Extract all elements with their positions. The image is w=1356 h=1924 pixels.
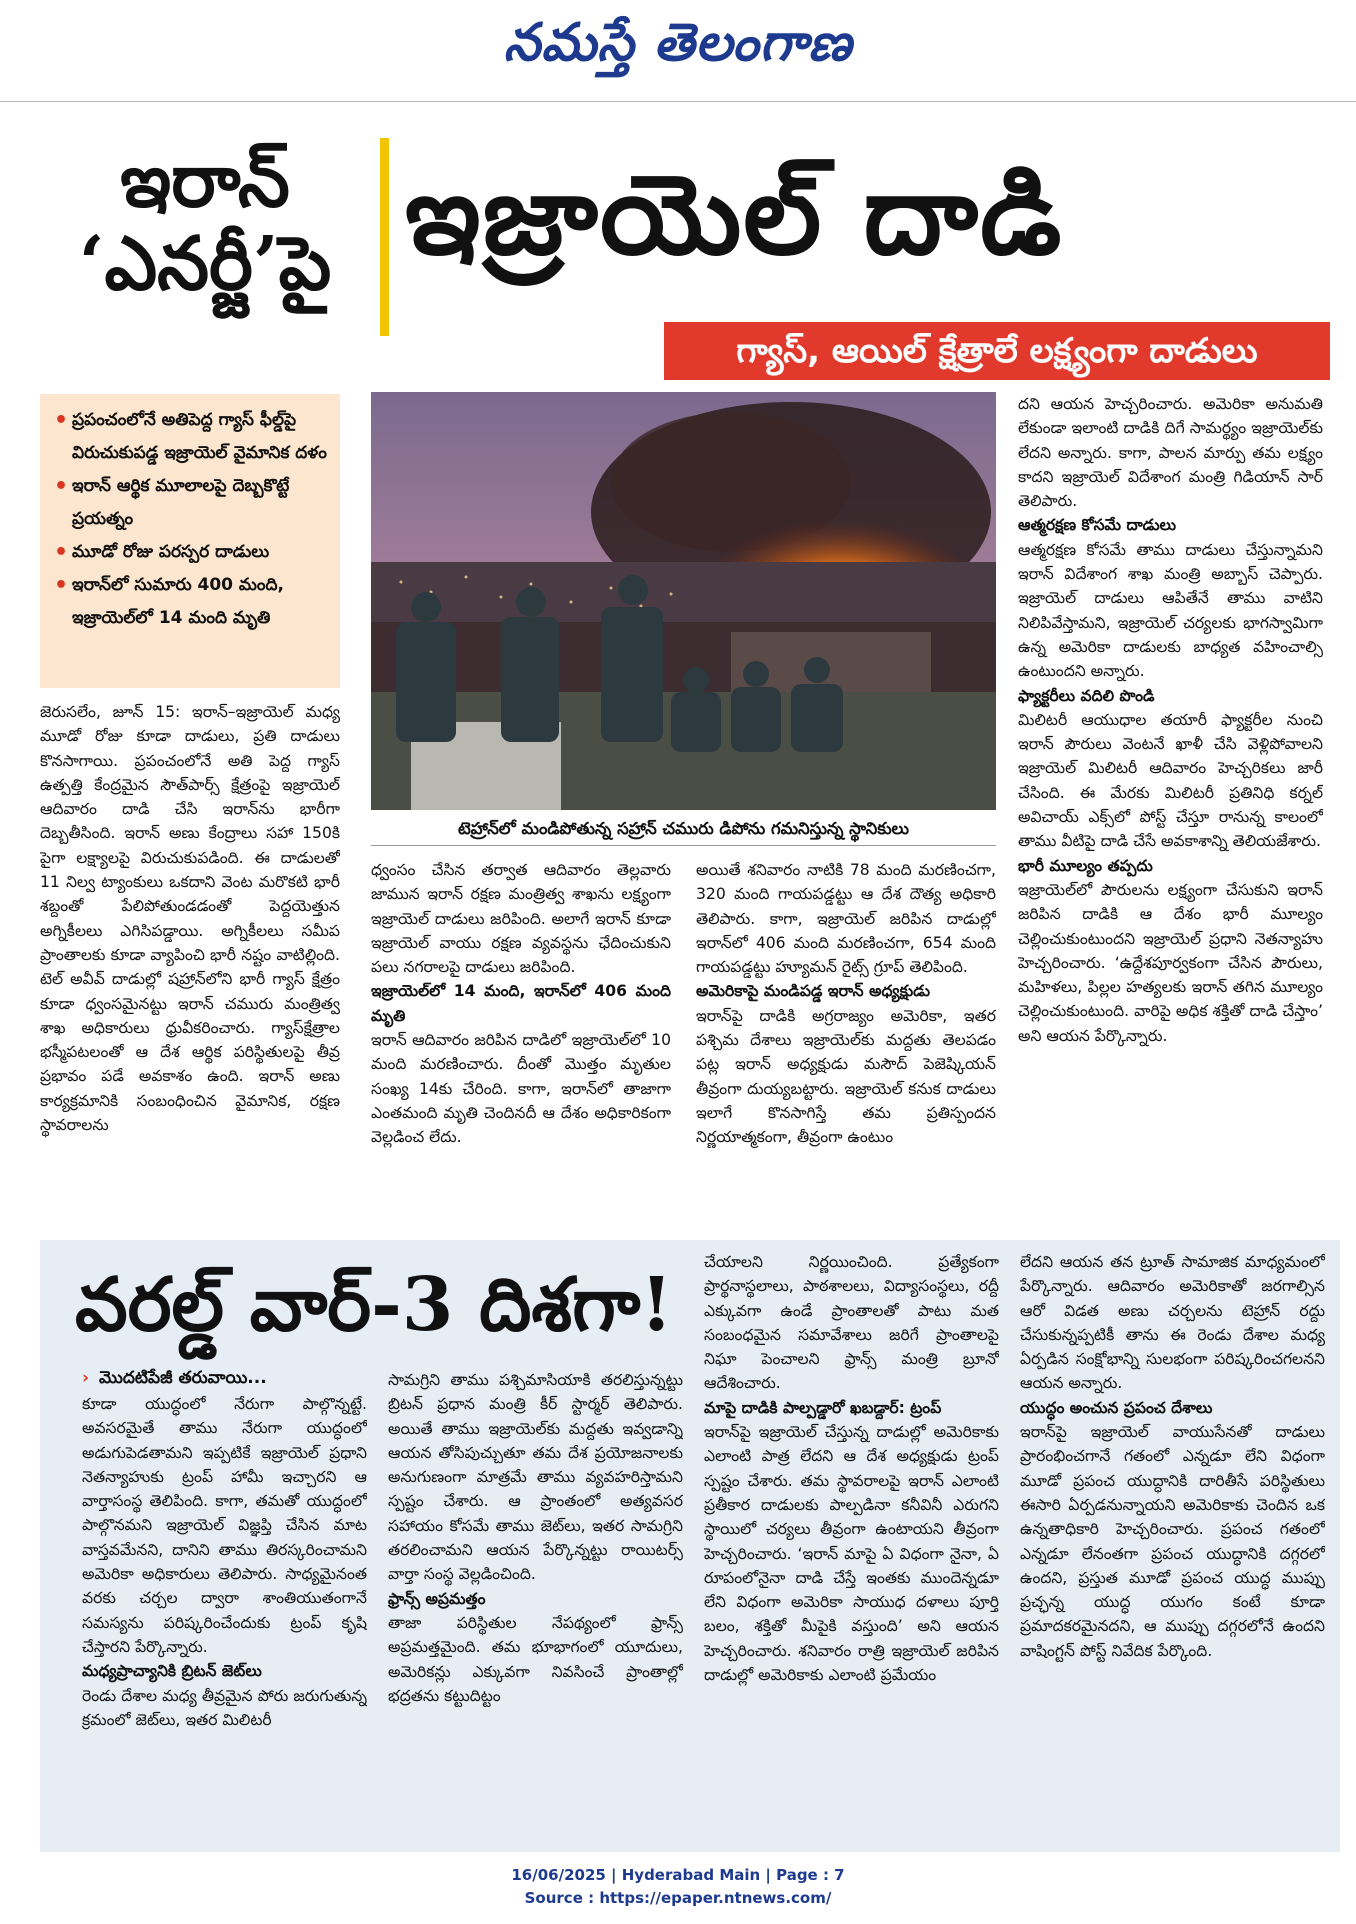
war-column-1 (82, 1392, 367, 1847)
kicker-label: మొదటిపేజీ తరువాయి... (99, 1368, 267, 1388)
newspaper-logo: నమస్తే తెలంగాణ (503, 12, 853, 73)
article-subheading: ఫ్రాన్స్ అప్రమత్తం (388, 1589, 486, 1608)
side-headline-line1: ఇరాన్ (120, 138, 290, 224)
article-paragraph: మిలిటరీ ఆయుధాల తయారీ ఫ్యాక్టరీల నుంచి ఇరాన్ పౌరులు వెంటనే ఖాళీ చేసి వెళ్లిపోవాలని ఇజ్రాయెల్ మిలిటరీ ఆదివారం హెచ్చరికలు జారీ చేసింది. ఈ మేరకు మిలిటరీ ప్రతినిధి కర్నల్ అవిచాయ్ ఎక్స్‌లో పోస్ట్ చేస్తూ రానున్న కాలంలో తాము వీటిపై దాడి చేసే అవకాశాన్ని తెలియజేశారు. (1018, 710, 1323, 851)
highlight-item: • ప్రపంచంలోనే అతిపెద్ద గ్యాస్ ఫీల్డ్‌పై విరుచుకుపడ్డ ఇజ్రాయెల్ వైమానిక దళం (52, 404, 332, 470)
article-paragraph: ఇరాన్‌పై దాడికి అగ్రరాజ్యం అమెరికా, ఇతర పశ్చిమ దేశాలు ఇజ్రాయెల్‌కు మద్దతు తెలపడం పట్ల ఇరాన్ అధ్యక్షుడు మసౌద్ పెజెష్కియన్ తీవ్రంగా దుయ్యబట్టారు. ఇజ్రాయెల్ కనుక దాడులు ఇలాగే కొనసాగిస్తే తమ ప్రతిస్పందన నిర్ణయాత్మకంగా, తీవ్రంగా ఉంటుం (696, 1006, 996, 1147)
war-column-2 (388, 1368, 683, 1847)
article-subheading: ఫ్యాక్టరీలు వదిలి పొండి (1018, 686, 1155, 705)
source-link[interactable]: Source : https://epaper.ntnews.com/ (524, 1889, 832, 1907)
article-subheading: ఇజ్రాయెల్‌లో 14 మంది, ఇరాన్‌లో 406 మంది మృతి (371, 982, 671, 1025)
article-paragraph: జెరుసలేం, జూన్ 15: ఇరాన్–ఇజ్రాయెల్ మధ్య మూడో రోజు కూడా దాడులు, ప్రతి దాడులు కొనసాగాయి. ప్రపంచంలోనే అతి పెద్ద గ్యాస్ ఉత్పత్తి కేంద్రమైన సౌత్‌పార్స్ క్షేత్రంపై ఇజ్రాయెల్ ఆదివారం దాడి చేసి ఇరాన్‌ను భారీగా దెబ్బతీసింది. ఇరాన్ అణు కేంద్రాలు సహా 150కి పైగా లక్ష్యాలపై విరుచుకుపడింది. ఈ దాడులతో 11 నిల్వ ట్యాంకులు ఒకదాని వెంట మరొకటి భారీ శబ్దంతో పేలిపోతుండడంతో పెద్దయెత్తున అగ్నికీలలు ఎగిసిపడ్డాయి. అగ్నికీలలు సమీప ప్రాంతాలకు కూడా వ్యాపించి భారీ నష్టం వాటిల్లింది. టెల్ అవీవ్ దాడుల్లో షహ్రాన్‌లోని భారీ గ్యాస్ క్షేత్రం కూడా ధ్వంసమైనట్టు ఇరాన్ చమురు మంత్రిత్వ శాఖ అధికారులు ధ్రువీకరించారు. గ్యాస్‌క్షేత్రాల భస్మీపటలంతో ఆ దేశ ఆర్థిక పరిస్థితులపై తీవ్ర ప్రభావం పడే అవకాశం ఉంది. ఇరాన్ అణు కార్యక్రమానికి సంబంధించిన వైమానిక, రక్షణ స్థావరాలను (40, 703, 340, 1135)
highlight-item: • ఇరాన్‌లో సుమారు 400 మంది, ఇజ్రాయెల్‌లో 14 మంది మృతి (52, 569, 332, 635)
masthead (0, 0, 1356, 102)
main-headline: ఇజ్రాయెల్ దాడి (405, 150, 1064, 279)
war-column-3 (704, 1250, 999, 1847)
world-war-headline: వరల్డ్ వార్-3 దిశగా! (75, 1262, 673, 1348)
article-column-3 (696, 858, 996, 1220)
article-paragraph: ఇజ్రాయెల్‌లో పౌరులను లక్ష్యంగా చేసుకుని ఇరాన్ జరిపిన దాడికి ఆ దేశం భారీ మూల్యం చెల్లించుకుంటుందని ఇజ్రాయెల్ ప్రధాని నెతన్యాహు హెచ్చరించారు. ‘ఉద్దేశపూర్వకంగా చేసిన పౌరులు, మహిళలు, పిల్లల హత్యలకు ఇరాన్ తగిన మూల్యం చెల్లించుకుంటుంది. వారిపై అధిక శక్తితో దాడి చేస్తాం’ అని ఆయన పేర్కొన్నారు. (1018, 880, 1323, 1045)
sub-headline-banner: గ్యాస్, ఆయిల్ క్షేత్రాలే లక్ష్యంగా దాడులు (664, 322, 1330, 380)
article-column-2 (371, 858, 671, 1220)
article-paragraph: ధ్వంసం చేసిన తర్వాత ఆదివారం తెల్లవారు జామున ఇరాన్ రక్షణ మంత్రిత్వ శాఖను లక్ష్యంగా ఇజ్రాయెల్ దాడులు జరిపింది. అలాగే ఇరాన్ కూడా ఇజ్రాయెల్ వాయు రక్షణ వ్యవస్థను ఛేదించుకుని పలు నగరాలపై దాడులు జరిపింది. (371, 861, 671, 977)
article-paragraph: ఇరాన్‌పై ఇజ్రాయెల్ చేస్తున్న దాడుల్లో అమెరికాకు ఎలాంటి పాత్ర లేదని ఆ దేశ అధ్యక్షుడు ట్రంప్ స్పష్టం చేశారు. తమ స్థావరాలపై ఇరాన్ ఎలాంటి ప్రతీకార దాడులకు పాల్పడినా కనీవినీ ఎరుగని స్థాయిలో చర్యలు తీవ్రంగా ఉంటాయని తీవ్రంగా హెచ్చరించారు. ‘ఇరాన్ మాపై ఏ విధంగా నైనా, ఏ రూపంలోనైనా దాడి చేస్తే ఇంతకు ముందెన్నడూ లేని విధంగా అమెరికా సాయుధ దళాలు పూర్తి బలం, శక్తితో మీపైకి వస్తుంది’ అని ఆయన హెచ్చరించారు. శనివారం రాత్రి ఇజ్రాయెల్ జరిపిన దాడుల్లో అమెరికాకు ఎలాంటి ప్రమేయం (704, 1423, 999, 1685)
article-paragraph: కూడా యుద్ధంలో నేరుగా పాల్గొన్నట్టే. అవసరమైతే తాము నేరుగా యుద్ధంలో అడుగుపెడతామని ఇప్పటికే ఇజ్రాయెల్ ప్రధాని నెతన్యాహుకు ట్రంప్ హామీ ఇచ్చారని ఆ వార్తాసంస్థ తెలిపింది. కాగా, తమతో యుద్ధంలో పాల్గొనమని ఇజ్రాయెల్ విజ్ఞప్తి చేసిన మాట వాస్తవమేనని, దానిని తాము తిరస్కరించామని అమెరికా అధికారులు తెలిపారు. సాధ్యమైనంత వరకు చర్చల ద్వారా శాంతియుతంగానే సమస్యను పరిష్కరించేందుకు ట్రంప్ కృషి చేస్తారని పేర్కొన్నారు. (82, 1395, 367, 1656)
article-paragraph: అయితే శనివారం నాటికి 78 మంది మరణించగా, 320 మంది గాయపడ్డట్టు ఆ దేశ దౌత్య అధికారి తెలిపారు. కాగా, ఇజ్రాయెల్ జరిపిన దాడుల్లో ఇరాన్‌లో 406 మంది మరణించగా, 654 మంది గాయపడ్డట్టు హ్యూమన్ రైట్స్ గ్రూప్ తెలిపింది. (696, 861, 996, 977)
article-subheading: మాపై దాడికి పాల్పడ్డారో ఖబడ్దార్: ట్రంప్ (704, 1398, 942, 1417)
side-headline (40, 140, 370, 306)
side-headline-line2: ‘ఎనర్జీ’పై (78, 220, 332, 307)
photo-caption: టెహ్రాన్‌లో మండిపోతున్న సహ్రాన్ చమురు డిపోను గమనిస్తున్న స్థానికులు (371, 812, 996, 846)
highlight-item: • మూడో రోజు పరస్పర దాడులు (52, 536, 332, 569)
article-paragraph: ఇరాన్‌పై ఇజ్రాయెల్ వాయుసేనతో దాడులు ప్రారంభించగానే గతంలో ఎన్నడూ లేని విధంగా మూడో ప్రపంచ యుద్ధానికి దారితీసే పరిస్థితులు ఈసారి ఏర్పడనున్నాయని అమెరికాకు చెందిన ఒక ఉన్నతాధికారి హెచ్చరించారు. ప్రపంచ గతంలో ఎన్నడూ లేనంతగా ప్రపంచ యుద్ధానికి దగ్గరలో ఉందని, ప్రస్తుత మూడో ప్రపంచ యుద్ధ ముప్పు ప్రచ్ఛన్న యుద్ధ యుగం కంటే కూడా ప్రమాదకరమైనదని, ఆ ముప్పు దగ్గరలోనే ఉందని వాషింగ్టన్ పోస్ట్ నివేదిక పేర్కొంది. (1020, 1423, 1325, 1660)
war-column-4 (1020, 1250, 1325, 1847)
page-footer (0, 1864, 1356, 1910)
article-paragraph: రెండు దేశాల మధ్య తీవ్రమైన పోరు జరుగుతున్న క్రమంలో జెట్‌లు, ఇతర మిలిటరీ (82, 1686, 367, 1729)
article-subheading: యుద్ధం అంచున ప్రపంచ దేశాలు (1020, 1398, 1213, 1417)
article-column-1 (40, 700, 340, 1220)
article-subheading: భారీ మూల్యం తప్పదు (1018, 856, 1153, 875)
chevron-right-icon: › (82, 1368, 90, 1388)
article-paragraph: ఇరాన్ ఆదివారం జరిపిన దాడిలో ఇజ్రాయెల్‌లో 10 మంది మరణించారు. దీంతో మొత్తం మృతుల సంఖ్య 14కు చేరింది. కాగా, ఇరాన్‌లో తాజాగా ఎంతమంది మృతి చెందినదీ ఆ దేశం అధికారికంగా వెల్లడించ లేదు. (371, 1031, 671, 1147)
article-paragraph: ఆత్మరక్షణ కోసమే తాము దాడులు చేస్తున్నామని ఇరాన్ విదేశాంగ శాఖ మంత్రి అబ్బాస్ చెప్పారు. ఇజ్రాయెల్ దాడులు ఆపితేనే తాము వాటిని నిలిపివేస్తామని, ఇజ్రాయెల్ చర్యలకు భాగస్వామిగా ఉన్న అమెరికా దాడులకు బాధ్యత వహించాల్సి ఉంటుందని అన్నారు. (1018, 540, 1323, 681)
highlight-item: • ఇరాన్ ఆర్థిక మూలాలపై దెబ్బకొట్టే ప్రయత్నం (52, 470, 332, 536)
article-paragraph: సామగ్రిని తాము పశ్చిమాసియాకి తరలిస్తున్నట్టు బ్రిటన్ ప్రధాన మంత్రి కీర్ స్టార్మర్ తెలిపారు. అయితే తాము ఇజ్రాయెల్‌కు మద్దతు ఇవ్వడాన్ని ఆయన తోసిపుచ్చుతూ తమ దేశ ప్రయోజనాలకు అనుగుణంగా మాత్రమే తాము వ్యవహరిస్తామని స్పష్టం చేశారు. ఆ ప్రాంతంలో అత్యవసర సహాయం కోసమే తాము జెట్‌లు, ఇతర సామగ్రిని తరలించామని ఆయన పేర్కొన్నట్టు రాయిటర్స్ వార్తా సంస్థ వెల్లడించింది. (388, 1371, 683, 1584)
highlights-box (40, 394, 340, 688)
article-paragraph: దని ఆయన హెచ్చరించారు. అమెరికా అనుమతి లేకుండా ఇలాంటి దాడికి దిగే సామర్థ్యం ఇజ్రాయెల్‌కు లేదని అన్నారు. కాగా, పాలన మార్పు తమ లక్ష్యం కాదని ఇజ్రాయెల్ విదేశాంగ మంత్రి గిడియాన్ సార్ తెలిపారు. (1018, 395, 1323, 511)
continued-kicker (82, 1366, 382, 1390)
article-subheading: అమెరికాపై మండిపడ్డ ఇరాన్ అధ్యక్షుడు (696, 982, 931, 1001)
article-subheading: ఆత్మరక్షణ కోసమే దాడులు (1018, 516, 1177, 535)
article-paragraph: తాజా పరిస్థితుల నేపథ్యంలో ఫ్రాన్స్ అప్రమత్తమైంది. తమ భూభాగంలో యూదులు, అమెరికన్లు ఎక్కువగా నివసించే ప్రాంతాల్లో భద్రతను కట్టుదిట్టం (388, 1613, 683, 1705)
article-paragraph: లేదని ఆయన తన ట్రూత్ సామాజిక మాధ్యమంలో పేర్కొన్నారు. ఆదివారం అమెరికాతో జరగాల్సిన ఆరో విడత అణు చర్చలను టెహ్రాన్ రద్దు చేసుకున్నప్పటికీ తాను ఈ రెండు దేశాల మధ్య ఏర్పడిన సంక్షోభాన్ని సులభంగా పరిష్కరించగలనని ఆయన అన్నారు. (1020, 1253, 1325, 1393)
fire-scene-illustration (371, 392, 996, 810)
article-subheading: మధ్యప్రాచ్యానికి బ్రిటన్ జెట్‌లు (82, 1662, 262, 1681)
news-photo (371, 392, 996, 810)
article-column-4 (1018, 392, 1323, 1220)
article-paragraph: చేయాలని నిర్ణయించింది. ప్రత్యేకంగా ప్రార్థనాస్థలాలు, పాఠశాలలు, విద్యాసంస్థలు, రద్దీ ఎక్కువగా ఉండే ప్రాంతాలతో పాటు మత సంబంధమైన సమావేశాలు జరిగే ప్రాంతాలపై నిఘా పెంచాలని ఫ్రాన్స్ మంత్రి బ్రూనో ఆదేశించారు. (704, 1253, 999, 1393)
headline-divider (380, 138, 389, 336)
edition-info: 16/06/2025 | Hyderabad Main | Page : 7 (511, 1866, 845, 1884)
